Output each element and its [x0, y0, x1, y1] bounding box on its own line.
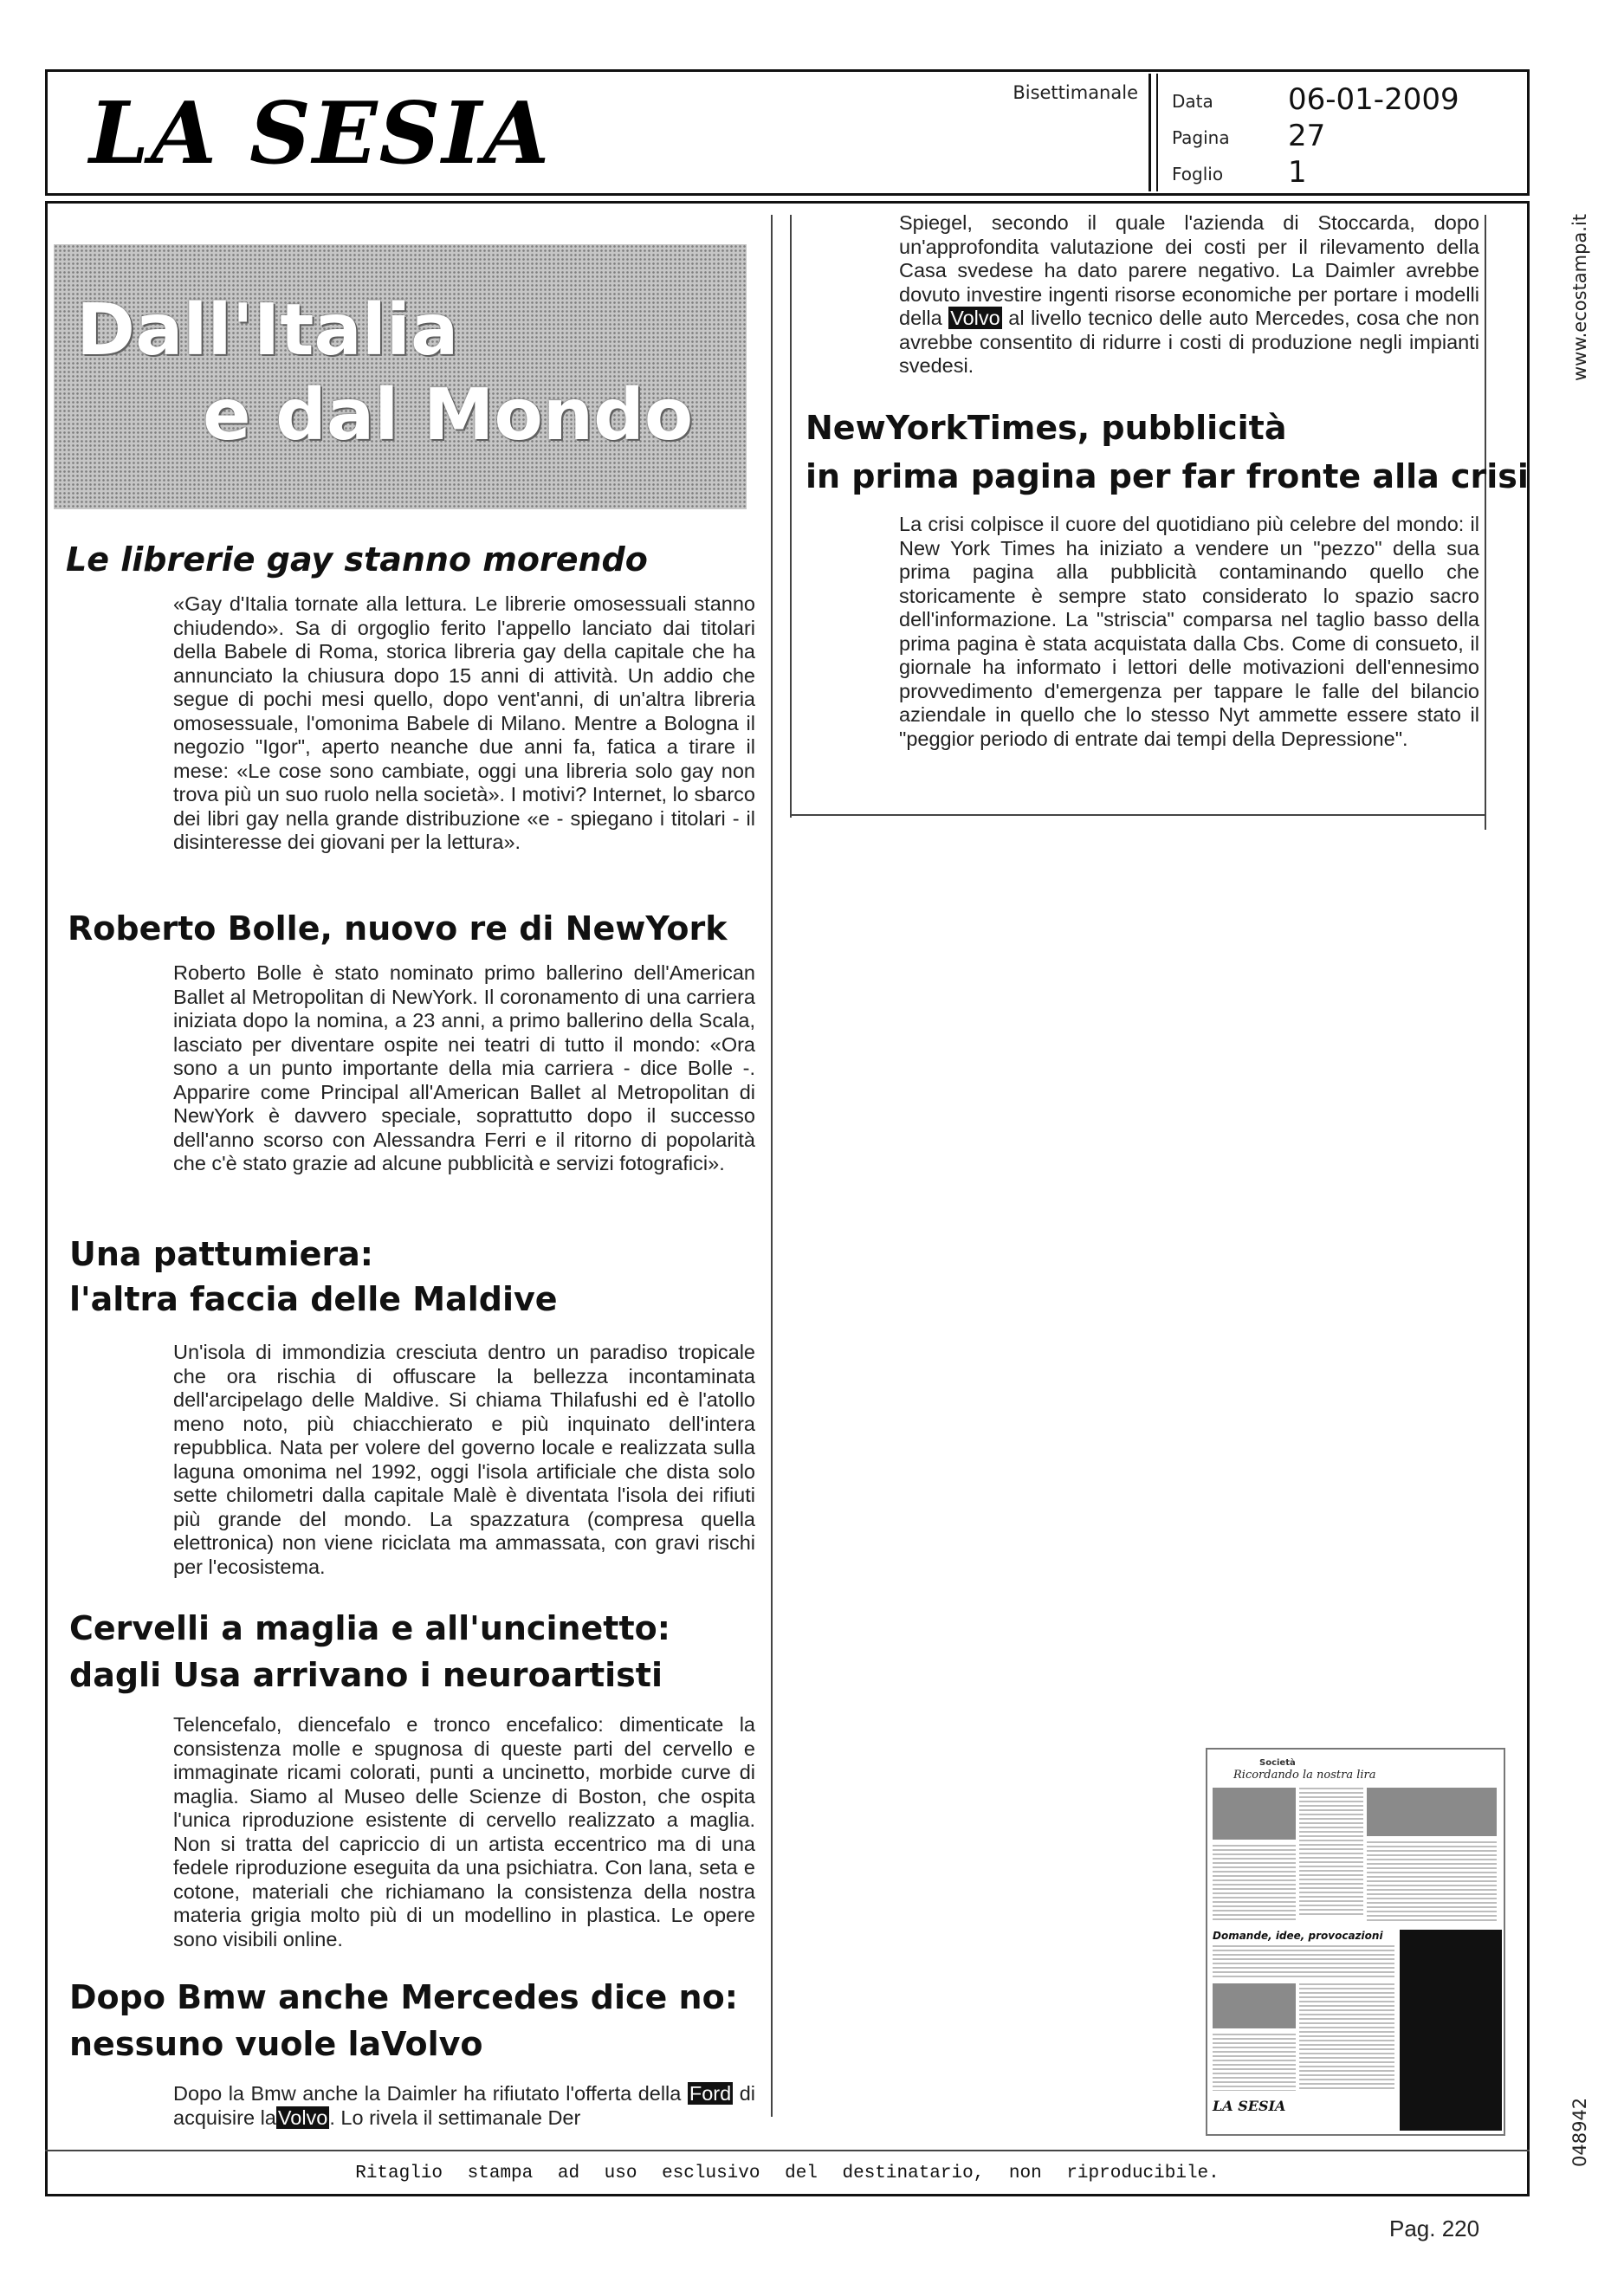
meta-value-page: 27: [1288, 119, 1326, 153]
article-body-maldive: Un'isola di immondizia cresciuta dentro un paradiso tropicale che ora rischia di offuscare la bellezza incontaminata dell'arcipelago delle Maldive. Si chiama Thilafushi ed è l'atollo meno noto, più chiacchierato e più inquinato dell'intera repubblica. Nata per volere del governo locale e realizzata sulla laguna omonima nel 1992, oggi l'isola artificiale che dista solo sette chilometri dalla capitale Malè è diventata l'isola dei rifiuti più grande del mondo. La spazzatura (compresa quella elettronica) non viene riciclata ma ammassata, con gravi rischi per l'ecosistema.: [173, 1341, 755, 1578]
article-body-cervelli: Telencefalo, diencefalo e tronco encefalico: dimenticate la consistenza molle e spugnosa di queste parti del cervello e immaginate ricami colorati, punti a uncinetto, morbide curve di maglia. Siamo al Museo delle Scienze di Boston, che ospita l'unica riproduzione esistente di cervello realizzato a maglia. Non si tratta del capriccio di un artista eccentrico ma di una fedele riproduzione eseguita da una psichiatra. Con lana, seta e cotone, materiali che richiamano la consistenza della nostra materia grigia molto più di un modellino in plastica. Le opere sono visibili online.: [173, 1713, 755, 1950]
banner-line-2: e dal Mondo: [203, 374, 694, 456]
page-thumbnail: [1206, 1748, 1505, 2136]
clipping-code: 048942: [1569, 2097, 1590, 2167]
column-divider: [790, 215, 792, 818]
article-body-volvo: [173, 2082, 755, 2130]
thumbnail-image: [1367, 1788, 1497, 1836]
headline-nyt-2: in prima pagina per far fronte alla crisi: [806, 457, 1529, 495]
thumbnail-dark-sidebar: [1400, 1930, 1502, 2131]
banner-line-1: Dall'Italia: [76, 289, 459, 372]
meta-label: Pagina: [1172, 127, 1230, 148]
thumbnail-image: [1213, 1788, 1296, 1840]
article-body-nyt: La crisi colpisce il cuore del quotidiano più celebre del mondo: il New York Times ha iniziato a vendere un "pezzo" della sua prima pagina alla pubblicità contaminando quello che storicamente è sempre stato considerato lo spazio sacro dell'informazione. La "striscia" comparsa nel taglio basso della prima pagina è stata acquistata dalla Cbs. Come di consueto, il giornale ha informato i lettori delle motivazioni dell'ennesimo provvedimento d'emergenza per tappare le falle del bilancio aziendale in quello che lo stesso Nyt ammette essere stato il "peggior periodo di entrate dai tempi della Depressione".: [899, 513, 1479, 750]
thumbnail-section: Società: [1259, 1758, 1296, 1768]
body-text: di acquisire la: [173, 2082, 755, 2129]
body-text: Dopo la Bmw anche la Daimler ha rifiutato l'offerta della: [173, 2082, 688, 2105]
thumbnail-text-block: [1213, 1945, 1394, 1980]
meta-label: Data: [1172, 91, 1213, 112]
thumbnail-text-block: [1213, 2034, 1296, 2091]
thumbnail-title: Ricordando la nostra lira: [1233, 1769, 1376, 1782]
headline-nyt-1: NewYorkTimes, pubblicità: [806, 409, 1287, 447]
section-banner: [54, 244, 747, 509]
thumbnail-text-block: [1213, 1845, 1296, 1923]
article-body-volvo-continued: [899, 211, 1479, 378]
source-url: www.ecostampa.it: [1569, 213, 1590, 381]
reproduction-disclaimer: Ritaglio stampa ad uso esclusivo del destinatario, non riproducibile.: [355, 2164, 1220, 2183]
newspaper-logo: LA SESIA: [89, 84, 552, 184]
column-divider: [1485, 215, 1486, 830]
headline-librerie: Le librerie gay stanno morendo: [66, 540, 648, 579]
headline-volvo-1: Dopo Bmw anche Mercedes dice no:: [69, 1978, 738, 2016]
headline-maldive-2: l'altra faccia delle Maldive: [69, 1280, 558, 1318]
footer-rule: [45, 2150, 1530, 2151]
thumbnail-logo: LA SESIA: [1213, 2098, 1286, 2114]
article-end-rule: [790, 814, 1486, 816]
meta-value-sheet: 1: [1288, 155, 1307, 190]
article-body-bolle: Roberto Bolle è stato nominato primo ballerino dell'American Ballet al Metropolitan di NewYork. Il coronamento di una carriera iniziata dopo la nomina, a 23 anni, a primo ballerino della Scala, lasciato per diventare ospite nei teatri di tutto il mondo: «Ora sono a un punto importante della mia carriera - dice Bolle -. Apparire come Principal all'American Ballet al Metropolitan di NewYork è davvero speciale, soprattutto dopo il successo dell'anno scorso con Alessandra Ferri e il ritorno di popolarità che c'è stato grazie ad alcune pubblicità e servizi fotografici».: [173, 961, 755, 1174]
keyword-highlight-volvo: Volvo: [950, 307, 1000, 329]
meta-value-date: 06-01-2009: [1288, 82, 1459, 117]
thumbnail-image: [1213, 1983, 1296, 2028]
headline-cervelli-1: Cervelli a maglia e all'uncinetto:: [69, 1609, 670, 1647]
headline-cervelli-2: dagli Usa arrivano i neuroartisti: [69, 1656, 663, 1694]
body-text: al livello tecnico delle auto Mercedes, cosa che non avrebbe consentito di ridurre i costi di produzione negli impianti svedesi.: [899, 307, 1479, 377]
page-number: Pag. 220: [1389, 2216, 1480, 2241]
headline-maldive-1: Una pattumiera:: [69, 1235, 373, 1273]
body-text: . Lo rivela il settimanale Der: [329, 2106, 581, 2129]
publication-frequency: Bisettimanale: [1013, 82, 1138, 103]
article-body-librerie: «Gay d'Italia tornate alla lettura. Le librerie omosessuali stanno chiudendo». Sa di orgoglio ferito l'appello lanciato dai titolari della Babele di Roma, storica libreria gay della capitale che ha annunciato la chiusura dopo 15 anni di attività. Un addio che segue di pochi mesi quello, dopo vent'anni, di un'altra libreria omosessuale, l'omonima Babele di Milano. Mentre a Bologna il negozio "Igor", aperto neanche due anni fa, fatica a tirare il mese: «Le cose sono cambiate, oggi una libreria solo gay non trova più un suo ruolo nella società». I motivi? Internet, lo sbarco dei libri gay nella grande distribuzione «e - spiegano i titolari - il disinteresse dei giovani per la lettura».: [173, 592, 755, 853]
headline-bolle: Roberto Bolle, nuovo re di NewYork: [68, 909, 728, 948]
thumbnail-text-block: [1367, 1841, 1497, 1923]
keyword-highlight-volvo: Volvo: [277, 2106, 328, 2129]
masthead-box: [45, 69, 1530, 196]
thumbnail-text-block: [1299, 1788, 1363, 1918]
keyword-highlight-ford: Ford: [689, 2082, 732, 2105]
headline-volvo-2: nessuno vuole laVolvo: [69, 2025, 483, 2063]
thumbnail-feature-heading: Domande, idee, provocazioni: [1213, 1930, 1383, 1942]
metadata-box: [1148, 74, 1524, 191]
thumbnail-text-block: [1299, 1983, 1394, 2091]
column-divider: [771, 215, 773, 2117]
meta-label: Foglio: [1172, 164, 1224, 184]
body-text: Spiegel, secondo il quale l'azienda di Stoccarda, dopo un'approfondita valutazione dei costi per il rilevamento della Casa svedese ha dato parere negativo. La Daimler avrebbe dovuto investire ingenti risorse economiche per portare i modelli della: [899, 211, 1479, 329]
metadata-divider: [1156, 74, 1158, 191]
